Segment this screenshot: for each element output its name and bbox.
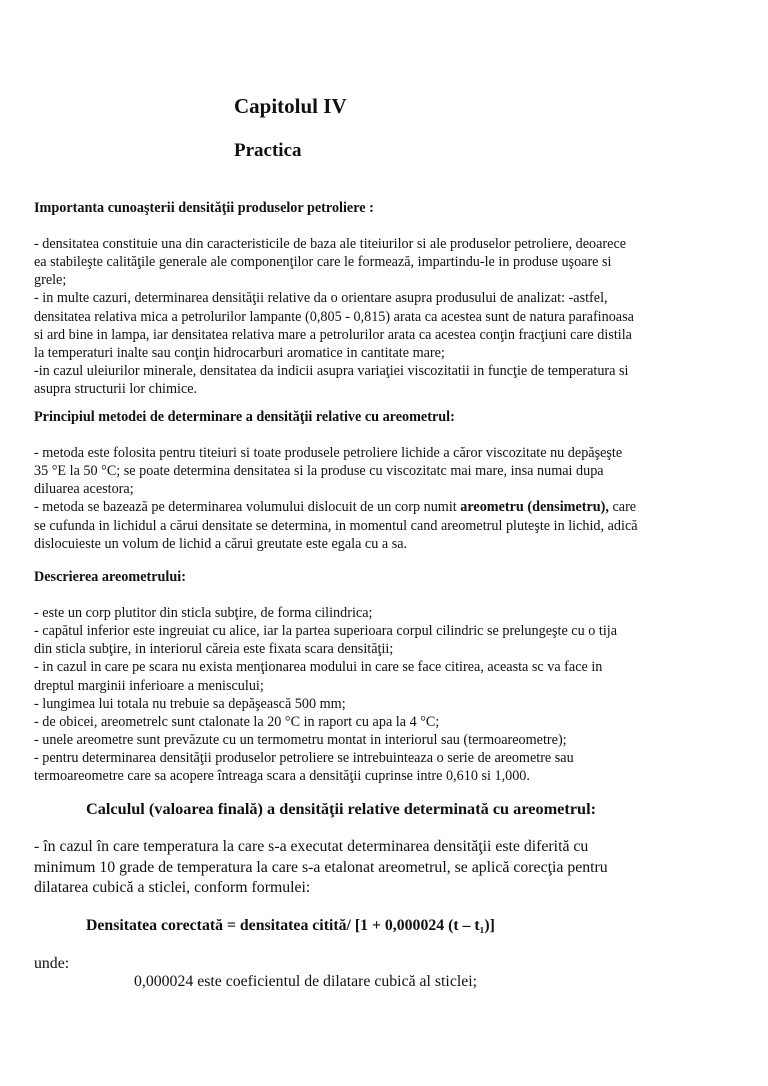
section-heading: Principiul metodei de determinare a densităţii relative cu areometrul: — [34, 409, 455, 425]
paragraph-line: termoareometre care sa acopere întreaga scara a densităţii cuprinse intre 0,610 si 1,000. — [34, 768, 530, 785]
section-principle — [34, 408, 724, 553]
chapter-subtitle: Practica — [234, 140, 302, 161]
section-heading-calculation: Calculul (valoarea finală) a densităţii relative determinată cu areometrul: — [86, 799, 597, 818]
paragraph-line: - de obicei, areometrelc sunt ctalonate la 20 °C in raport cu apa la 4 °C; — [34, 713, 440, 730]
paragraph-line: -in cazul uleiurilor minerale, densitatea da indicii asupra variaţiei viscozitatii in funcţie de temperatura si — [34, 362, 629, 379]
paragraph-line: - unele areometre sunt prevăzute cu un termometru montat in interiorul sau (termoareometre); — [34, 731, 567, 748]
paragraph-line: dreptul marginii inferioare a meniscului; — [34, 677, 264, 694]
chapter-title: Capitolul IV — [234, 94, 347, 118]
correction-formula: Densitatea corectată = densitatea citită/ [1 + 0,000024 (t – t₁)] — [86, 917, 495, 934]
paragraph-line: - în cazul în care temperatura la care s-a executat determinarea densităţii este diferită cu — [34, 838, 589, 855]
where-label: unde: — [34, 955, 70, 972]
paragraph-line: asupra structurii lor chimice. — [34, 380, 198, 397]
paragraph-line: 35 °E la 50 °C; se poate determina densitatea si la produse cu viscozitatc mai mare, insa numai dupa — [34, 463, 604, 480]
paragraph-line: dilatarea cubică a sticlei, conform formulei: — [34, 879, 311, 896]
section-heading: Descrierea areometrului: — [34, 569, 186, 585]
text-run: - metoda se bazează pe determinarea volumului dislocuit de un corp numit — [34, 499, 461, 516]
section-description — [34, 568, 724, 785]
paragraph-line: densitatea relativa mica a petrolurilor lampante (0,805 - 0,815) arata ca acestea sunt de natura parafinoasa — [34, 308, 634, 325]
paragraph-line: din sticla subţire, in interiorul căreia este fixata scara densităţii; — [34, 641, 394, 658]
paragraph-line: grele; — [34, 272, 67, 289]
section-importance — [34, 199, 724, 398]
calculation-paragraph — [34, 837, 734, 899]
paragraph-line: dislocuieste un volum de lichid a cărui greutate este egala cu a sa. — [34, 535, 408, 552]
bold-term-areometru: areometru (densimetru), — [460, 499, 609, 516]
paragraph-line: - in cazul in care pe scara nu exista menţionarea modului in care se face citirea, aceasta sc va face in — [34, 659, 603, 676]
paragraph-line: - este un corp plutitor din sticla subţire, de forma cilindrica; — [34, 605, 373, 622]
paragraph-line: diluarea acestora; — [34, 481, 134, 498]
section-heading: Importanta cunoaşterii densităţii produselor petroliere : — [34, 200, 374, 216]
paragraph-line: - lungimea lui totala nu trebuie sa depăşească 500 mm; — [34, 695, 346, 712]
paragraph-line — [34, 498, 724, 516]
text-run: care — [608, 499, 637, 516]
paragraph-line: se cufunda in lichidul a cărui densitate se determina, in momentul cand areometrul pluteşte in lichid, adică — [34, 517, 638, 534]
paragraph-line: - capătul inferior este ingreuiat cu alice, iar la partea superioara corpul cilindric se prelungeşte cu o tija — [34, 623, 617, 640]
paragraph-line: - pentru determinarea densităţii produselor petroliere se intrebuinteaza o serie de areometre sau — [34, 749, 574, 766]
paragraph-line: si ard bine in lampa, iar densitatea relativa mare a petrolurilor arata ca acestea conţin fracţiuni care distila — [34, 326, 632, 343]
paragraph-line: - densitatea constituie una din caracteristicile de baza ale titeiurilor si ale produselor petroliere, deoarece — [34, 236, 627, 253]
paragraph-line: minimum 10 grade de temperatura la care s-a etalonat areometrul, se aplică corecţia pentru — [34, 858, 608, 876]
paragraph-line: - in multe cazuri, determinarea densităţii relative da o orientare asupra produsului de analizat: -astfel, — [34, 290, 608, 307]
paragraph-line: - metoda este folosita pentru titeiuri si toate produsele petroliere lichide a căror viscozitate nu depăşeşte — [34, 445, 623, 462]
paragraph-line: la temperaturi inalte sau conţin hidrocarburi aromatice in cantitate mare; — [34, 344, 445, 361]
coefficient-definition: 0,000024 este coeficientul de dilatare cubică al sticlei; — [134, 973, 478, 990]
paragraph-line: ea stabileşte calităţile generale ale componenţilor care le formează, impartindu-le in produse uşoare si — [34, 254, 612, 271]
